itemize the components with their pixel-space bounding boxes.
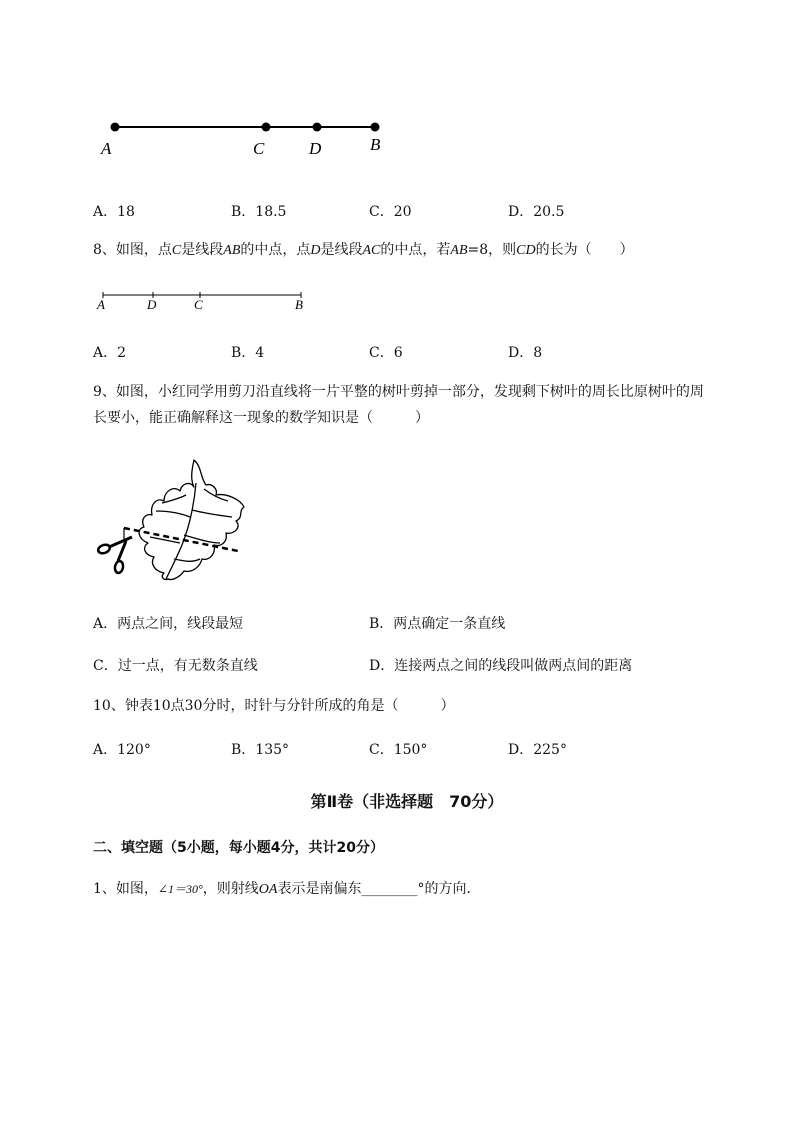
label-b: B [370, 135, 381, 154]
q9-option-d[interactable]: D．连接两点之间的线段叫做两点间的距离 [369, 658, 633, 674]
q8-var: AC [362, 243, 381, 258]
q8-option-a[interactable]: A．2 [93, 345, 127, 361]
leaf-icon [139, 460, 244, 580]
scissors-icon [97, 537, 132, 574]
q8-var: AB [450, 243, 468, 258]
section2-title: 二、填空题（5小题，每小题4分，共计20分） [93, 840, 384, 856]
q8-text: 是线段 [181, 242, 224, 258]
fill1-text: 表示是南偏东________°的方向． [277, 881, 481, 897]
q9-stem-line2: 长要小，能正确解释这一现象的数学知识是（ ） [93, 410, 429, 426]
q9-option-a[interactable]: A．两点之间，线段最短 [93, 616, 244, 632]
q8-text: 的长为（ ） [535, 242, 634, 258]
q9-option-b[interactable]: B．两点确定一条直线 [369, 616, 506, 632]
label-c: C [253, 139, 265, 158]
q7-option-d[interactable]: D．20.5 [508, 204, 565, 220]
q8-text: =8，则 [467, 242, 517, 258]
fill1-angle: ∠1＝30° [157, 882, 203, 896]
q7-option-b[interactable]: B．18.5 [231, 204, 287, 220]
label-b: B [295, 297, 303, 312]
point-d [313, 123, 322, 132]
point-c [262, 123, 271, 132]
q9-stem-line1: 9、如图，小红同学用剪刀沿直线将一片平整的树叶剪掉一部分，发现剩下树叶的周长比原树叶的周 [93, 384, 704, 400]
q8-var: CD [516, 243, 536, 258]
q8-text: 是线段 [320, 242, 363, 258]
fill1-stem [93, 880, 480, 899]
q9-option-c[interactable]: C．过一点，有无数条直线 [93, 658, 258, 674]
fill1-text: ，则射线 [202, 881, 259, 897]
segment-figure-q8 [95, 288, 310, 314]
label-a: A [97, 297, 105, 312]
q8-stem [93, 241, 634, 260]
q8-option-b[interactable]: B．4 [231, 345, 265, 361]
label-d: D [309, 139, 322, 158]
leaf-scissors-figure [94, 455, 254, 585]
point-b [371, 123, 380, 132]
q10-option-a[interactable]: A．120° [93, 742, 151, 758]
label-c: C [194, 297, 203, 312]
point-a [111, 123, 120, 132]
q8-option-c[interactable]: C．6 [369, 345, 403, 361]
part2-title: 第Ⅱ卷（非选择题 70分） [310, 792, 504, 811]
q7-option-a[interactable]: A．18 [93, 204, 135, 220]
q8-var: C [171, 243, 182, 258]
label-a: A [101, 139, 112, 158]
q8-text: 的中点，若 [380, 242, 451, 258]
fill1-ray: OA [258, 882, 278, 897]
q10-stem: 10、钟表10点30分时，时针与分针所成的角是（ ） [93, 698, 455, 714]
q7-option-c[interactable]: C．20 [369, 204, 412, 220]
q8-var: AB [223, 243, 241, 258]
q10-option-c[interactable]: C．150° [369, 742, 428, 758]
q10-option-d[interactable]: D．225° [508, 742, 567, 758]
label-d: D [147, 297, 157, 312]
q8-text: 8、如图，点 [93, 242, 172, 258]
segment-figure-q7 [95, 110, 395, 165]
q10-option-b[interactable]: B．135° [231, 742, 290, 758]
q8-option-d[interactable]: D．8 [508, 345, 543, 361]
q8-text: 的中点，点 [240, 242, 311, 258]
q8-var: D [310, 243, 321, 258]
fill1-text: 1、如图， [93, 881, 158, 897]
